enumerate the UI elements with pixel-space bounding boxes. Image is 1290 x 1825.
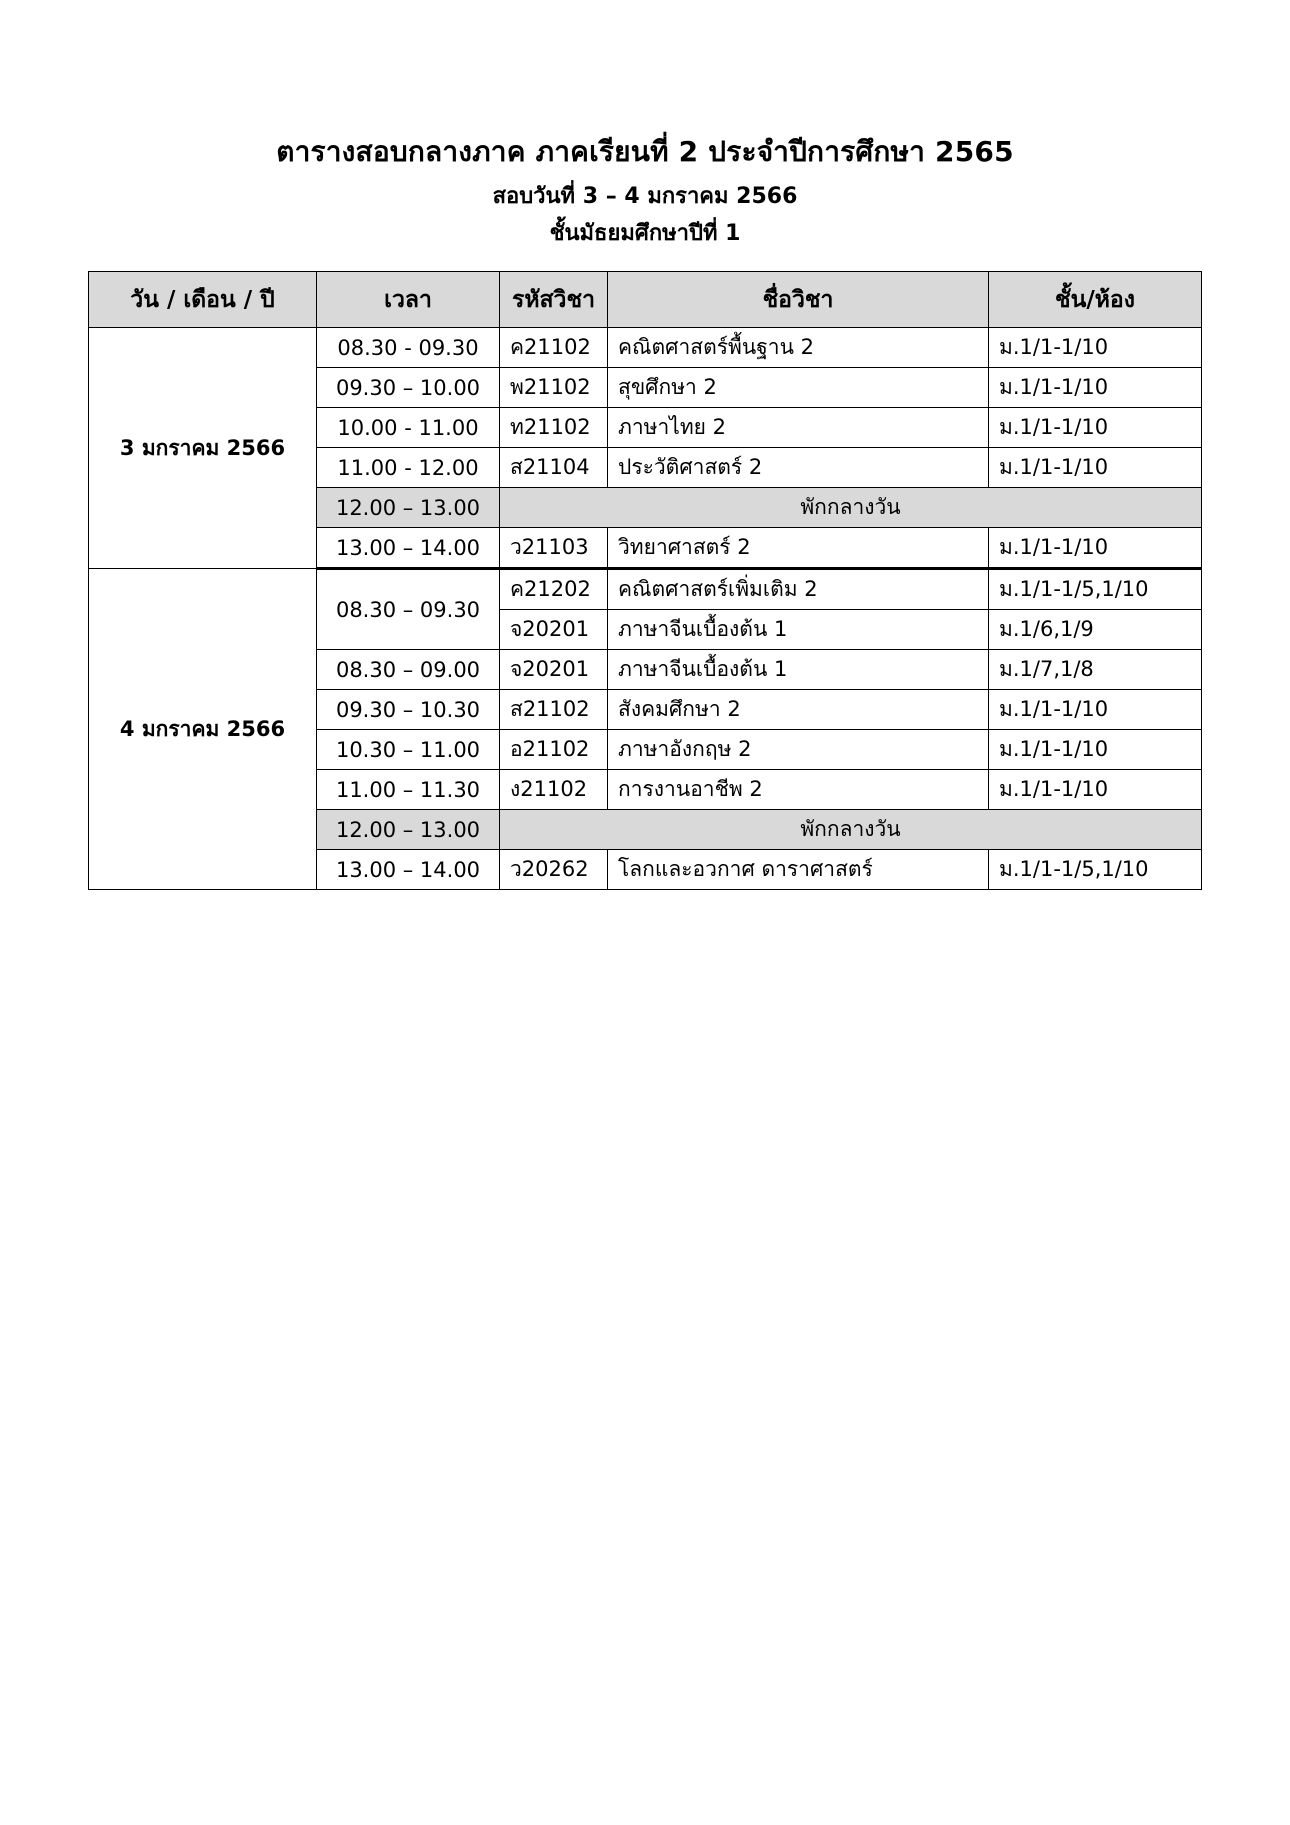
room-cell: ม.1/7,1/8: [989, 650, 1202, 690]
time-cell: 13.00 – 14.00: [317, 528, 500, 569]
header-time: เวลา: [317, 272, 500, 328]
time-cell: 08.30 – 09.00: [317, 650, 500, 690]
time-cell: 08.30 - 09.30: [317, 328, 500, 368]
code-cell: อ21102: [500, 730, 608, 770]
subject-cell: การงานอาชีพ 2: [608, 770, 989, 810]
time-cell: 13.00 – 14.00: [317, 850, 500, 890]
subject-cell: ภาษาอังกฤษ 2: [608, 730, 989, 770]
table-header-row: [89, 272, 1202, 328]
room-cell: ม.1/1-1/10: [989, 408, 1202, 448]
exam-schedule-table: [88, 271, 1202, 890]
room-cell: ม.1/1-1/10: [989, 328, 1202, 368]
date-cell: 4 มกราคม 2566: [89, 569, 317, 890]
code-cell: ค21202: [500, 569, 608, 610]
subject-cell: คณิตศาสตร์เพิ่มเติม 2: [608, 569, 989, 610]
subject-cell: ประวัติศาสตร์ 2: [608, 448, 989, 488]
room-cell: ม.1/1-1/5,1/10: [989, 569, 1202, 610]
code-cell: ค21102: [500, 328, 608, 368]
time-cell: 11.00 - 12.00: [317, 448, 500, 488]
room-cell: ม.1/1-1/10: [989, 690, 1202, 730]
time-cell: 12.00 – 13.00: [317, 488, 500, 528]
header-room: ชั้น/ห้อง: [989, 272, 1202, 328]
time-cell: 09.30 – 10.30: [317, 690, 500, 730]
subject-cell: คณิตศาสตร์พื้นฐาน 2: [608, 328, 989, 368]
code-cell: ส21102: [500, 690, 608, 730]
code-cell: จ20201: [500, 650, 608, 690]
code-cell: ว20262: [500, 850, 608, 890]
subject-cell: วิทยาศาสตร์ 2: [608, 528, 989, 569]
code-cell: ท21102: [500, 408, 608, 448]
lunch-break-label: พักกลางวัน: [500, 488, 1202, 528]
header-name: ชื่อวิชา: [608, 272, 989, 328]
room-cell: ม.1/1-1/10: [989, 528, 1202, 569]
header-code: รหัสวิชา: [500, 272, 608, 328]
time-cell: 12.00 – 13.00: [317, 810, 500, 850]
room-cell: ม.1/1-1/10: [989, 730, 1202, 770]
code-cell: ว21103: [500, 528, 608, 569]
room-cell: ม.1/1-1/10: [989, 770, 1202, 810]
exam-dates: สอบวันที่ 3 – 4 มกราคม 2566: [492, 184, 798, 209]
time-cell: 08.30 – 09.30: [317, 569, 500, 650]
date-cell: 3 มกราคม 2566: [89, 328, 317, 569]
subject-cell: สุขศึกษา 2: [608, 368, 989, 408]
document-title: ตารางสอบกลางภาค ภาคเรียนที่ 2 ประจำปีการศึกษา 2565: [276, 135, 1014, 168]
time-cell: 09.30 – 10.00: [317, 368, 500, 408]
room-cell: ม.1/1-1/10: [989, 368, 1202, 408]
subject-cell: โลกและอวกาศ ดาราศาสตร์: [608, 850, 989, 890]
time-cell: 11.00 – 11.30: [317, 770, 500, 810]
header-date: วัน / เดือน / ปี: [89, 272, 317, 328]
table-row: [89, 569, 1202, 610]
subject-cell: ภาษาไทย 2: [608, 408, 989, 448]
grade-level: ชั้นมัธยมศึกษาปีที่ 1: [549, 221, 741, 246]
code-cell: ง21102: [500, 770, 608, 810]
subject-cell: ภาษาจีนเบื้องต้น 1: [608, 650, 989, 690]
code-cell: จ20201: [500, 610, 608, 650]
room-cell: ม.1/1-1/5,1/10: [989, 850, 1202, 890]
time-cell: 10.30 – 11.00: [317, 730, 500, 770]
room-cell: ม.1/1-1/10: [989, 448, 1202, 488]
subject-cell: ภาษาจีนเบื้องต้น 1: [608, 610, 989, 650]
room-cell: ม.1/6,1/9: [989, 610, 1202, 650]
code-cell: ส21104: [500, 448, 608, 488]
lunch-break-label: พักกลางวัน: [500, 810, 1202, 850]
subject-cell: สังคมศึกษา 2: [608, 690, 989, 730]
time-cell: 10.00 - 11.00: [317, 408, 500, 448]
code-cell: พ21102: [500, 368, 608, 408]
table-row: [89, 328, 1202, 368]
